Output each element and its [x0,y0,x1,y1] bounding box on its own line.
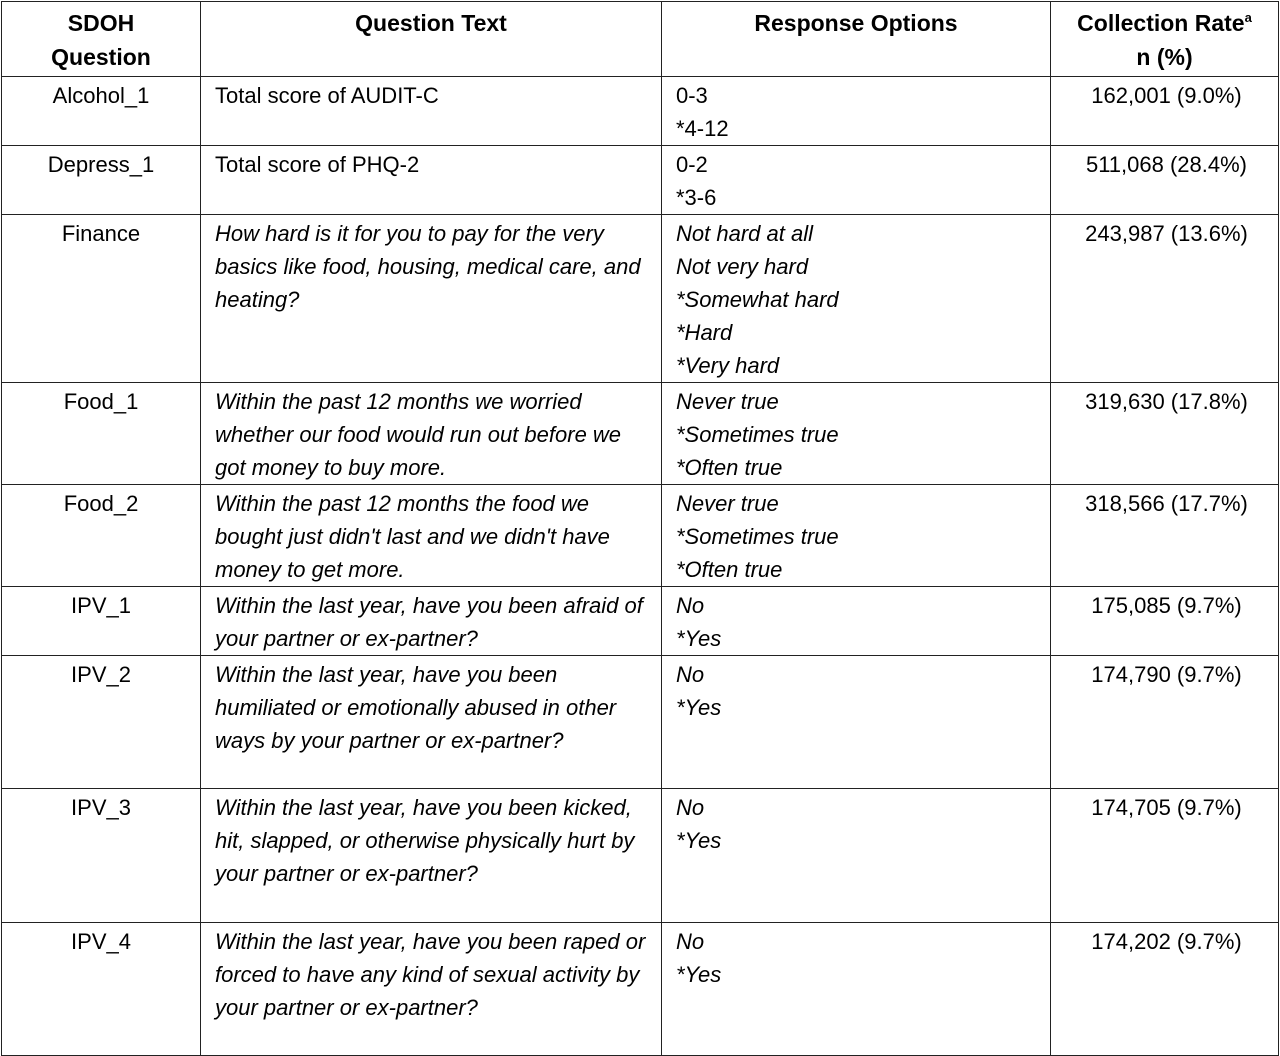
header-sdoh-question: SDOH Question [2,2,201,77]
table-row [2,923,1279,1056]
table-row [2,146,1279,215]
table-row [2,656,1279,789]
response-option: *Often true [676,557,783,582]
response-option: No [676,795,705,820]
response-option: No [676,929,705,954]
response-option: *Sometimes true [676,524,839,549]
response-options-cell [662,485,1051,587]
response-options-cell [662,656,1051,789]
response-option: *4-12 [676,116,729,141]
response-option: *Somewhat hard [676,287,839,312]
response-option: *Yes [676,695,722,720]
response-option: 0-2 [676,152,708,177]
sdoh-code-cell: Food_1 [2,383,201,485]
collection-rate-label: Collection Rate [1077,10,1245,36]
response-options-cell [662,77,1051,146]
response-options-cell [662,146,1051,215]
collection-rate-cell: 174,790 (9.7%) [1051,656,1279,789]
response-option: *Often true [676,455,783,480]
response-option: No [676,593,705,618]
header-question-text: Question Text [201,2,662,77]
collection-rate-unit: n (%) [1136,44,1193,70]
response-options-cell [662,923,1051,1056]
table-row [2,215,1279,383]
sdoh-code-cell: IPV_3 [2,789,201,923]
collection-rate-cell: 319,630 (17.8%) [1051,383,1279,485]
collection-rate-cell: 174,202 (9.7%) [1051,923,1279,1056]
sdoh-code-cell: IPV_4 [2,923,201,1056]
collection-rate-footnote-marker: a [1244,10,1252,25]
response-option: No [676,662,705,687]
table-row [2,485,1279,587]
response-option: Not hard at all [676,221,813,246]
response-options-cell [662,383,1051,485]
question-text-cell: Within the last year, have you been humiliated or emotionally abused in other ways by your partner or ex-partner? [201,656,662,789]
response-option: *Yes [676,626,722,651]
collection-rate-cell: 174,705 (9.7%) [1051,789,1279,923]
sdoh-code-cell: IPV_1 [2,587,201,656]
question-text-cell: Within the past 12 months the food we bought just didn't last and we didn't have money to get more. [201,485,662,587]
question-text-cell: Within the last year, have you been kicked, hit, slapped, or otherwise physically hurt by your partner or ex-partner? [201,789,662,923]
question-text-cell: How hard is it for you to pay for the very basics like food, housing, medical care, and heating? [201,215,662,383]
sdoh-questions-table [1,1,1279,1056]
response-option: *Yes [676,962,722,987]
response-option: *Very hard [676,353,780,378]
sdoh-code-cell: IPV_2 [2,656,201,789]
table-row [2,587,1279,656]
sdoh-code-cell: Finance [2,215,201,383]
response-option: *Sometimes true [676,422,839,447]
collection-rate-cell: 175,085 (9.7%) [1051,587,1279,656]
response-option: Never true [676,389,779,414]
question-text-cell: Total score of PHQ-2 [201,146,662,215]
collection-rate-cell: 318,566 (17.7%) [1051,485,1279,587]
collection-rate-cell: 511,068 (28.4%) [1051,146,1279,215]
question-text-cell: Within the past 12 months we worried whether our food would run out before we got money to buy more. [201,383,662,485]
response-option: 0-3 [676,83,708,108]
sdoh-code-cell: Food_2 [2,485,201,587]
header-response-options: Response Options [662,2,1051,77]
response-option: *3-6 [676,185,717,210]
collection-rate-cell: 243,987 (13.6%) [1051,215,1279,383]
sdoh-code-cell: Alcohol_1 [2,77,201,146]
response-options-cell [662,789,1051,923]
question-text-cell: Within the last year, have you been afraid of your partner or ex-partner? [201,587,662,656]
collection-rate-cell: 162,001 (9.0%) [1051,77,1279,146]
table-row [2,789,1279,923]
response-option: *Hard [676,320,733,345]
table-row [2,77,1279,146]
question-text-cell: Within the last year, have you been raped or forced to have any kind of sexual activity by your partner or ex-partner? [201,923,662,1056]
response-options-cell [662,587,1051,656]
response-option: Not very hard [676,254,809,279]
table-row [2,383,1279,485]
header-collection-rate [1051,2,1279,77]
question-text-cell: Total score of AUDIT-C [201,77,662,146]
response-options-cell [662,215,1051,383]
response-option: *Yes [676,828,722,853]
sdoh-code-cell: Depress_1 [2,146,201,215]
header-row [2,2,1279,77]
response-option: Never true [676,491,779,516]
